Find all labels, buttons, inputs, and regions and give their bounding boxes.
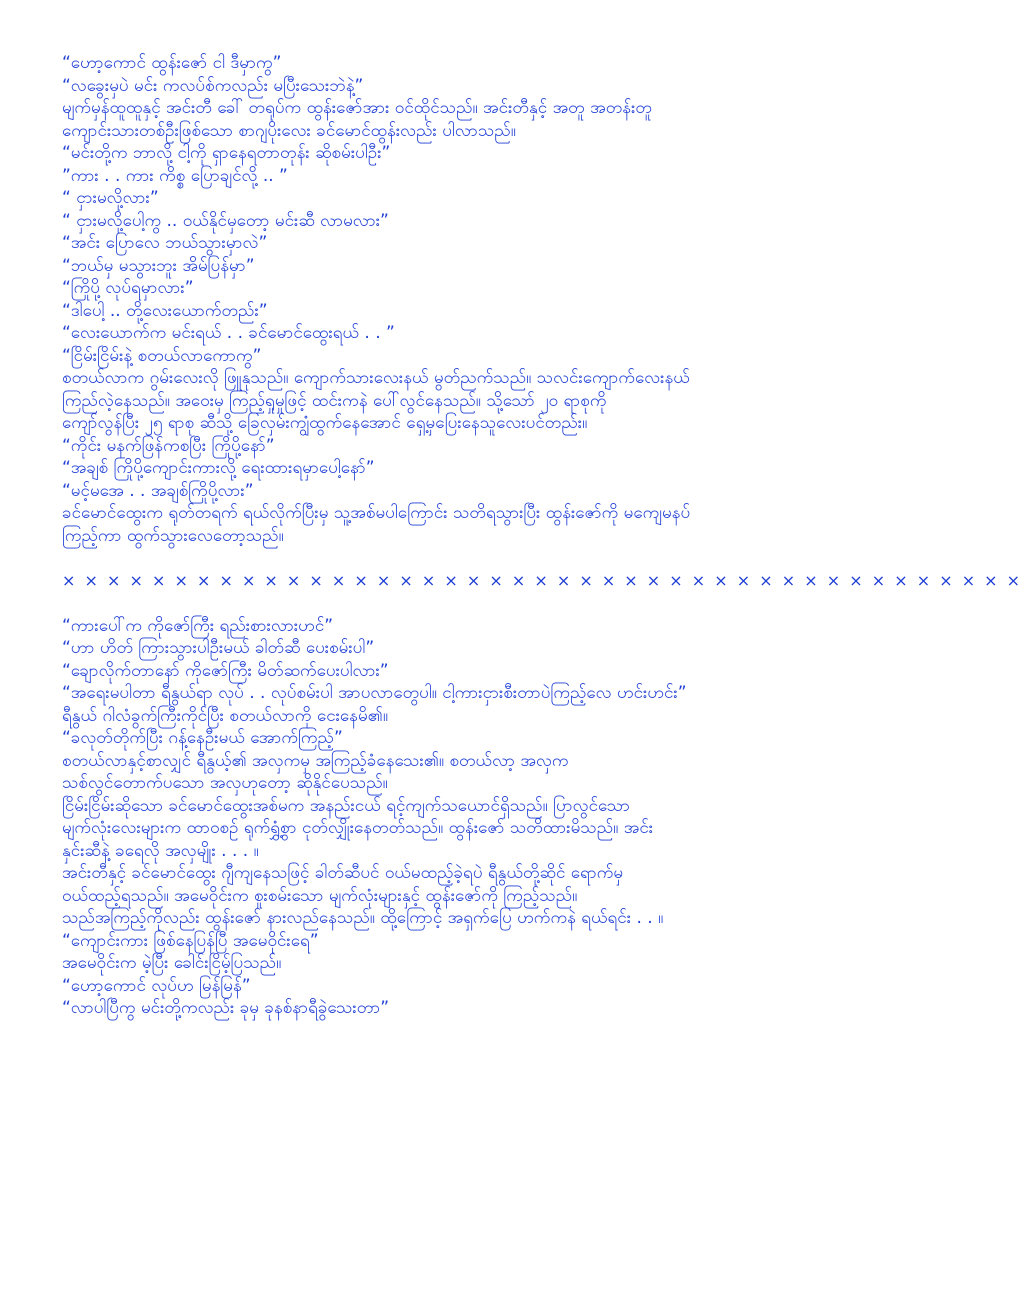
text-line: အမေဝိုင်းက မဲ့ပြီး ခေါင်းငြိမ့်ပြသည်။ xyxy=(62,953,282,973)
text-line: “ဟာ ဟိတ် ကြားသွားပါဦးမယ် ခါတ်ဆီ ပေးစမ်းပါ” xyxy=(62,638,375,658)
text-line: “အရေးမပါတာ ရီနွယ်ရာ လုပ် . . လုပ်စမ်းပါ အာပလာတွေပါ။ ငါ့ကားငှားစီးတာပဲကြည့်လေ ဟင်းဟင်း” xyxy=(62,683,687,703)
text-line: ရီနွယ် ဂါလံခွက်ကြီးကိုင်ပြီး စတယ်လာကို ငေးနေမိ၏။ xyxy=(62,705,388,726)
section-separator: × × × × × × × × × × × × × × × × × × × × × × × × × × × × × × × × × × × × × × × × × × × xyxy=(62,570,1022,590)
text-line: “ကျောင်းကား ဖြစ်နေပြန်ပြီ အမေဝိုင်းရေ” xyxy=(62,930,319,951)
text-line: “လခွေးမှပဲ မင်း ကလပ်စ်ကလည်း မပြီးသေးဘဲနဲ့” xyxy=(62,75,364,96)
story-section-1 xyxy=(62,52,862,547)
text-line: စတယ်လာနှင့်စာလျှင် ရီနွယ့်၏ အလှကမှ အကြည့်ခံနေသေး၏။ စတယ်လာ့ အလှက xyxy=(62,750,569,771)
story-section-2 xyxy=(62,615,862,1020)
text-line: မျက်လုံးလေးများက ထာဝစဉ် ရုက်ရွှံ့စွာ ငုတ်လျှိုးနေတတ်သည်။ ထွန်းဇော် သတိထားမိသည်။ အင်း xyxy=(62,818,654,838)
text-line: ကျောင်းသားတစ်ဦးဖြစ်သော စာဂျပိုးလေး ခင်မောင်ထွန်းလည်း ပါလာသည်။ xyxy=(62,120,516,141)
text-line: ကျော်လွန်ပြီး ၂၅ ရာစု ဆီသို့ ခြေလှမ်းကျွံထွက်နေအောင် ရှေ့မှပြေးနေသူလေးပင်တည်း။ xyxy=(62,413,588,433)
text-line: သည်အကြည့်ကိုလည်း ထွန်းဇော် နားလည်နေသည်။ ထို့ကြောင့် အရှက်ပြေ ဟက်ကနဲ ရယ်ရင်း . . ။ xyxy=(62,908,664,928)
text-line: “ဘယ်မှ မသွားဘူး အိမ်ပြန်မှာ” xyxy=(62,255,255,276)
text-line: “ဟော့ကောင် လုပ်ဟ မြန်မြန်” xyxy=(62,975,251,996)
text-line: သစ်လွင်တောက်ပသော အလှဟုတော့ ဆိုနိုင်ပေသည်။ xyxy=(62,773,388,793)
text-line: “အင်း ပြောလေ ဘယ်သွားမှာလဲ” xyxy=(62,233,268,253)
text-line: ကြည့်ကာ ထွက်သွားလေတော့သည်။ xyxy=(62,525,284,546)
text-line: “ဟော့ကောင် ထွန်းဇော် ငါ ဒီမှာကွ” xyxy=(62,53,282,73)
text-line: ကြည်လဲ့နေသည်။ အဝေးမှ ကြည့်ရှုမှုဖြင့် ထင်းကနဲ ပေါ်လွင်နေသည်။ သို့သော် ၂၀ ရာစုကို xyxy=(62,390,607,411)
text-line: မျက်မှန်ထူထူနှင့် အင်းတီ ခေါ် တရုပ်က ထွန်းဇော်အား ဝင်ထိုင်သည်။ အင်းတီနှင့် အတူ အတန်းတူ xyxy=(62,98,652,118)
text-line: “ဒါပေါ့ .. တို့လေးယောက်တည်း” xyxy=(62,300,268,321)
text-line: “လေးယောက်က မင်းရယ် . . ခင်မောင်ထွေးရယ် . . ” xyxy=(62,323,395,343)
text-line: အင်းတီနှင့် ခင်မောင်ထွေး ဂျီကျနေသဖြင့် ခါတ်ဆီပင် ဝယ်မထည့်ခဲ့ရပဲ ရီနွယ်တို့ဆိုင် ရောက်မှ xyxy=(62,863,624,883)
text-line: “လာပါပြီကွ မင်းတို့ကလည်း ခုမှ ခုနစ်နာရီခွဲသေးတာ” xyxy=(62,998,390,1018)
blank-line xyxy=(62,547,862,570)
text-line: “ချောလိုက်တာနော် ကိုဇော်ကြီး မိတ်ဆက်ပေးပါလား” xyxy=(62,660,389,681)
text-line: “ခလုတ်တိုက်ပြီး ဂန့်နေဦးမယ် အောက်ကြည့်” xyxy=(62,728,343,748)
blank-line xyxy=(62,592,862,615)
text-line: “ ငှားမလို့လား” xyxy=(62,188,159,208)
text-line: “ကားပေါ်က ကိုဇော်ကြီး ရည်းစားလားဟင်” xyxy=(62,615,334,636)
text-line: “ကိုင်း မနက်ဖြန်ကစပြီး ကြိုပို့နော်” xyxy=(62,435,275,456)
text-line: “အချစ် ကြိုပို့ကျောင်းကားလို့ ရေးထားရမှာပေါ့နော်” xyxy=(62,458,375,478)
text-line: ဝယ်ထည့်ရသည်။ အမေဝိုင်းက စူးစမ်းသော မျက်လုံးများနှင့် ထွန်းဇော်ကို ကြည့်သည်။ xyxy=(62,885,578,906)
document-page xyxy=(62,52,1022,1020)
text-line: စတယ်လာက ဂွမ်းလေးလို ဖြူနုသည်။ ကျောက်သားလေးနယ် မွတ်ညက်သည်။ သလင်းကျောက်လေးနယ် xyxy=(62,368,690,388)
text-line: “ ငှားမလို့ပေါ့ကွ .. ဝယ်နိုင်မှတော့ မင်းဆီ လာမလား” xyxy=(62,210,389,231)
text-line: “မင့်မအေ . . အချစ်ကြိုပို့လား” xyxy=(62,480,254,501)
text-line: “မင်းတို့က ဘာလို့ ငါ့ကို ရှာနေရတာတုန်း ဆိုစမ်းပါဦး” xyxy=(62,143,391,163)
text-line: နှင်းဆီနဲ့ ခရေလို အလှမျိုး . . . ။ xyxy=(62,840,259,861)
text-line: ”ကား . . ကား ကိစ္စ ပြောချင်လို့ .. ” xyxy=(62,165,288,186)
text-line: ငြိမ်းငြိမ်းဆိုသော ခင်မောင်ထွေးအစ်မက အနည်းငယ် ရင့်ကျက်သယောင်ရှိသည်။ ပြာလွင်သော xyxy=(62,795,631,816)
text-line: ခင်မောင်ထွေးက ရုတ်တရက် ရယ်လိုက်ပြီးမှ သူ့အစ်မပါကြောင်း သတိရသွားပြီး ထွန်းဇော်ကို မကျေမနပ် xyxy=(62,503,691,523)
text-line: “ငြိမ်းငြိမ်းနဲ့ စတယ်လာကောကွ” xyxy=(62,345,262,366)
text-line: “ကြိုပို့ လုပ်ရမှာလား” xyxy=(62,278,194,298)
